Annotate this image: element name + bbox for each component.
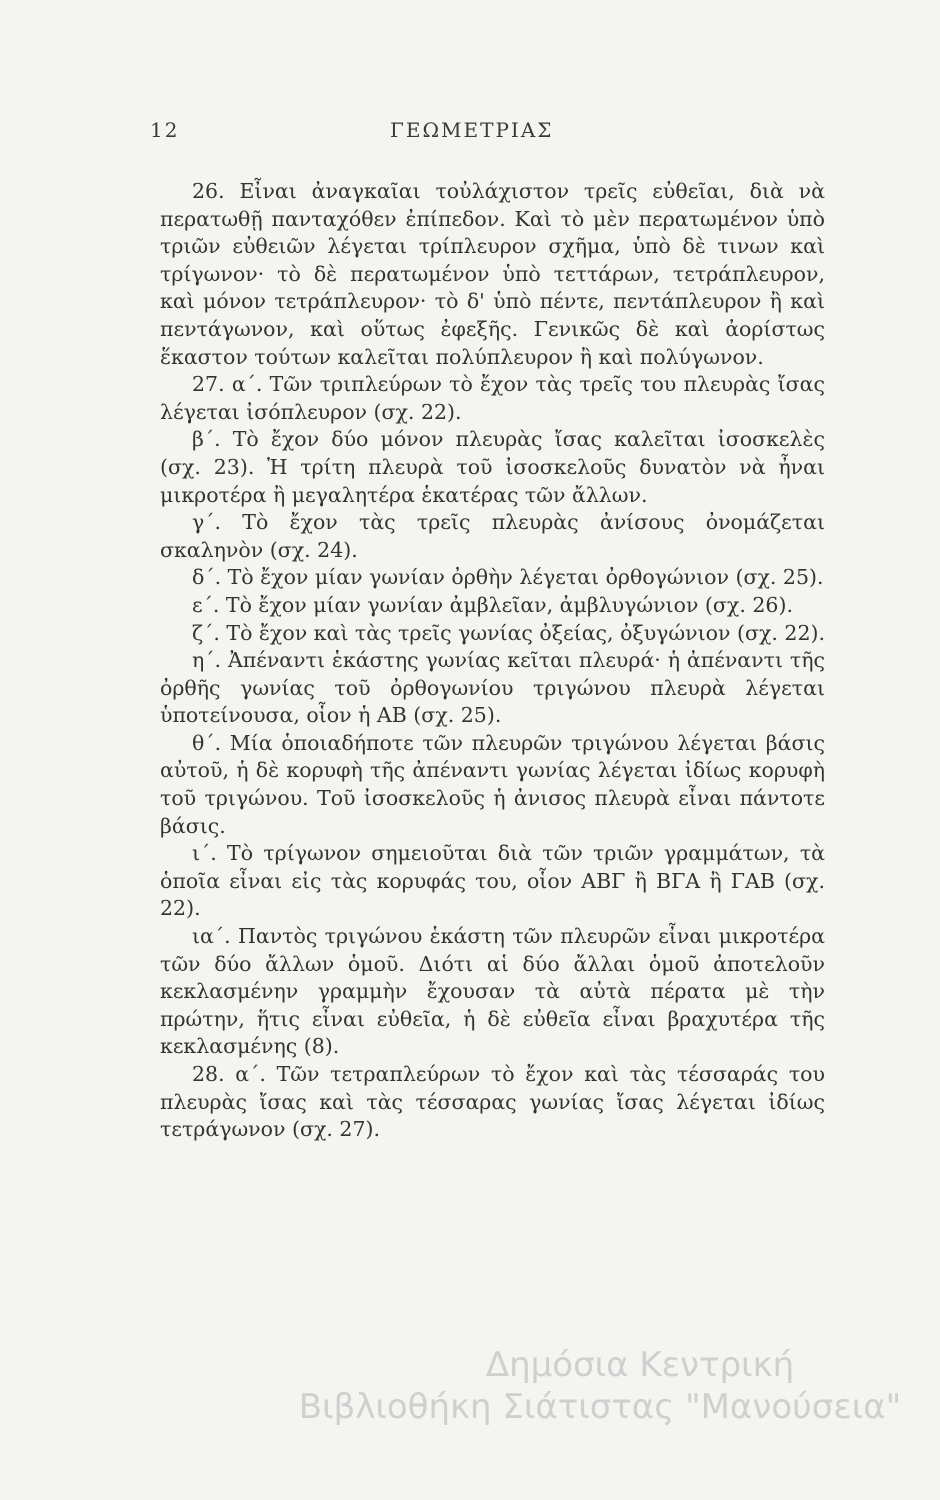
body-text [160,178,825,1144]
paragraph-27-alpha: 27. α΄. Τῶν τριπλεύρων τὸ ἔχον τὰς τρεῖς του πλευρὰς ἴσας λέγεται ἰσόπλευρον (σχ. 22). [160,372,825,424]
paragraph-27-theta: θ΄. Μία ὁποιαδήποτε τῶν πλευρῶν τριγώνου λέγεται βάσις αὐτοῦ, ἡ δὲ κορυφὴ τῆς ἀπέναντι γωνίας λέγεται ἰδίως κορυφὴ τοῦ τριγώνου. Τοῦ ἰσοσκελοῦς ἡ ἀνισος πλευρὰ εἶναι πάντοτε βάσις. [160,730,825,838]
page-header [150,118,800,158]
paragraph-28: 28. α΄. Τῶν τετραπλεύρων τὸ ἔχον καὶ τὰς τέσσαράς του πλευρὰς ἴσας καὶ τὰς τέσσαρας γωνίας ἴσας λέγεται ἰδίως τετράγωνον (σχ. 27). [160,1062,825,1142]
paragraph-27-beta: β΄. Τὸ ἔχον δύο μόνον πλευρὰς ἴσας καλεῖται ἰσοσκελὲς (σχ. 23). Ἡ τρίτη πλευρὰ τοῦ ἰσοσκελοῦς δυνατὸν νὰ ἦναι μικροτέρα ἢ μεγαλητέρα ἑκατέρας τῶν ἄλλων. [160,427,825,507]
paragraph-27-delta: δ΄. Τὸ ἔχον μίαν γωνίαν ὀρθὴν λέγεται ὀρθογώνιον (σχ. 25). [192,565,824,590]
library-watermark-line2: Βιβλιοθήκη Σιάτιστας "Μανούσεια" [298,1387,902,1427]
paragraph-27-epsilon: ε΄. Τὸ ἔχον μίαν γωνίαν ἀμβλεῖαν, ἀμβλυγώνιον (σχ. 26). [192,592,793,617]
paragraph-26: 26. Εἶναι ἀναγκαῖαι τοὐλάχιστον τρεῖς εὐθεῖαι, διὰ νὰ περατωθῇ πανταχόθεν ἐπίπεδον. Καὶ τὸ μὲν περατωμένον ὑπὸ τριῶν εὐθειῶν λέγεται τρίπλευρον σχῆμα, ὑπὸ δὲ τινων καὶ τρίγωνον· τὸ δὲ περατωμένον ὑπὸ τεττάρων, τετράπλευρον, καὶ μόνον τετράπλευρον· τὸ δ' ὑπὸ πέντε, πεντάπλευρον ἢ καὶ πεντάγωνον, καὶ οὕτως ἐφεξῆς. Γενικῶς δὲ καὶ ἀορίστως ἕκαστον τούτων καλεῖται πολύπλευρον ἢ καὶ πολύγωνον. [160,179,825,369]
paragraph-27-iota: ι΄. Τὸ τρίγωνον σημειοῦται διὰ τῶν τριῶν γραμμάτων, τὰ ὁποῖα εἶναι εἰς τὰς κορυφάς του, οἷον ΑΒΓ ἢ ΒΓΑ ἢ ΓΑΒ (σχ. 22). [160,841,825,921]
paragraph-27-iota-alpha: ια΄. Παντὸς τριγώνου ἑκάστη τῶν πλευρῶν εἶναι μικροτέρα τῶν δύο ἄλλων ὁμοῦ. Διότι αἱ δύο ἄλλαι ὁμοῦ ἀποτελοῦν κεκλασμένην γραμμὴν ἔχουσαν τὰ αὐτὰ πέρατα μὲ τὴν πρώτην, ἥτις εἶναι εὐθεῖα, ἡ δὲ εὐθεῖα εἶναι βραχυτέρα τῆς κεκλασμένης (8). [160,924,825,1059]
paragraph-27-zeta: ζ΄. Τὸ ἔχον καὶ τὰς τρεῖς γωνίας ὀξείας, ὀξυγώνιον (σχ. 22). [192,620,825,645]
running-head: ΓΕΩΜΕΤΡΙΑΣ [390,118,554,142]
paragraph-27-eta: η΄. Ἀπέναντι ἑκάστης γωνίας κεῖται πλευρά· ἡ ἀπέναντι τῆς ὀρθῆς γωνίας τοῦ ὀρθογωνίου τριγώνου πλευρὰ λέγεται ὑποτείνουσα, οἷον ἡ ΑΒ (σχ. 25). [160,648,825,728]
library-watermark-line1: Δημόσια Κεντρική [485,1345,795,1385]
paragraph-27-gamma: γ΄. Τὸ ἔχον τὰς τρεῖς πλευρὰς ἀνίσους ὀνομάζεται σκαληνὸν (σχ. 24). [160,510,825,562]
page-number: 12 [150,118,180,142]
